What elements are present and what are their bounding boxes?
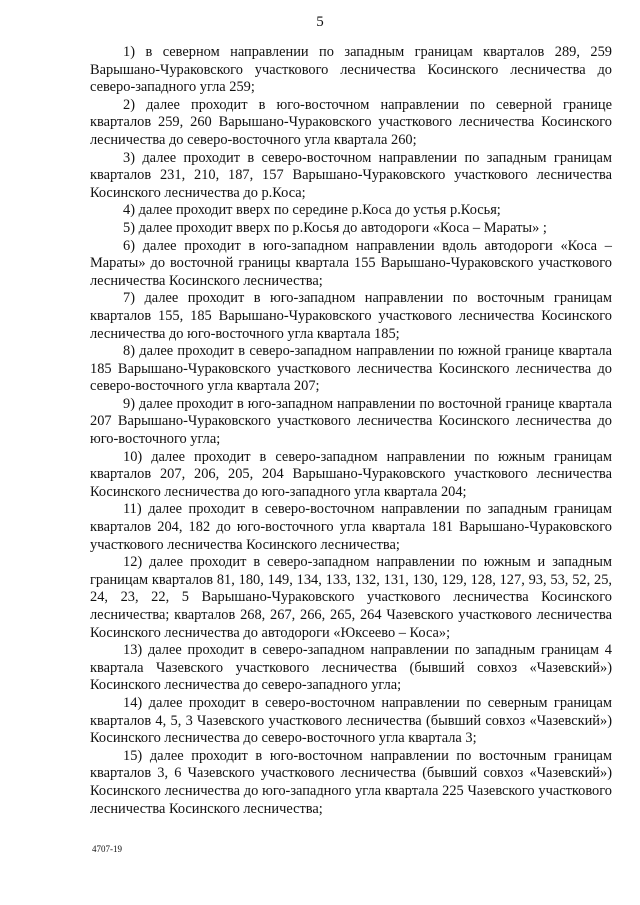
paragraph-14: 14) далее проходит в северо-восточном направлении по северным границам кварталов 4, 5, 3 Чазевского участкового лесничества (бывший совхоз «Чазевский») Косинского лесничества до северо-восточного угла квартала 3;	[90, 694, 612, 747]
paragraph-8: 8) далее проходит в северо-западном направлении по южной границе квартала 185 Варышано-Чураковского участкового лесничества Косинского лесничества до северо-восточного угла квартала 207;	[90, 343, 612, 395]
paragraph-15: 15) далее проходит в юго-восточном направлении по восточным границам кварталов 3, 6 Чазевского участкового лесничества (бывший совхоз «Чазевский») Косинского лесничества до юго-западного угла квартала 225 Чазевского участкового лесничества Косинского лесничества;	[90, 747, 612, 817]
paragraph-4: 4) далее проходит вверх по середине р.Коса до устья р.Косья;	[123, 202, 501, 219]
paragraph-10: 10) далее проходит в северо-западном направлении по южным границам кварталов 207, 206, 205, 204 Варышано-Чураковского участкового лесничества Косинского лесничества до юго-западного угла квартала 204;	[90, 448, 612, 500]
document-body	[90, 44, 612, 818]
paragraph-2: 2) далее проходит в юго-восточном направлении по северной границе кварталов 259, 260 Варышано-Чураковского участкового лесничества Косинского лесничества до северо-восточного угла квартала 260;	[90, 96, 612, 148]
paragraph-5: 5) далее проходит вверх по р.Косья до автодороги «Коса – Мараты» ;	[123, 219, 547, 236]
paragraph-13: 13) далее проходит в северо-западном направлении по западным границам 4 квартала Чазевского участкового лесничества (бывший совхоз «Чазевский») Косинского лесничества до северо-западного угла;	[90, 642, 612, 694]
paragraph-3: 3) далее проходит в северо-восточном направлении по западным границам кварталов 231, 210, 187, 157 Варышано-Чураковского участкового лесничества Косинского лесничества до р.Коса;	[90, 149, 612, 201]
paragraph-11: 11) далее проходит в северо-восточном направлении по западным границам кварталов 204, 182 до юго-восточного угла квартала 181 Варышано-Чураковского участкового лесничества Косинского лесничества;	[90, 501, 612, 553]
paragraph-12: 12) далее проходит в северо-западном направлении по южным и западным границам кварталов 81, 180, 149, 134, 133, 132, 131, 130, 129, 128, 127, 93, 53, 52, 25, 24, 23, 22, 5 Варышано-Чураковского участкового лесничества Косинского лесничества; кварталов 268, 267, 266, 265, 264 Чазевского участкового лесничества Косинского лесничества до автодороги «Юксеево – Коса»;	[90, 554, 612, 641]
paragraph-6: 6) далее проходит в юго-западном направлении вдоль автодороги «Коса – Мараты» до восточной границы квартала 155 Варышано-Чураковского участкового лесничества Косинского лесничества;	[90, 237, 612, 289]
page-number: 5	[316, 14, 324, 30]
document-code: 4707-19	[92, 844, 122, 854]
paragraph-7: 7) далее проходит в юго-западном направлении по восточным границам кварталов 155, 185 Варышано-Чураковского участкового лесничества Косинского лесничества до юго-восточного угла квартала 185;	[90, 290, 612, 342]
paragraph-1: 1) в северном направлении по западным границам кварталов 289, 259 Варышано-Чураковского участкового лесничества Косинского лесничества до северо-западного угла 259;	[90, 44, 612, 96]
paragraph-9: 9) далее проходит в юго-западном направлении по восточной границе квартала 207 Варышано-Чураковского участкового лесничества Косинского лесничества до юго-восточного угла;	[90, 395, 612, 448]
